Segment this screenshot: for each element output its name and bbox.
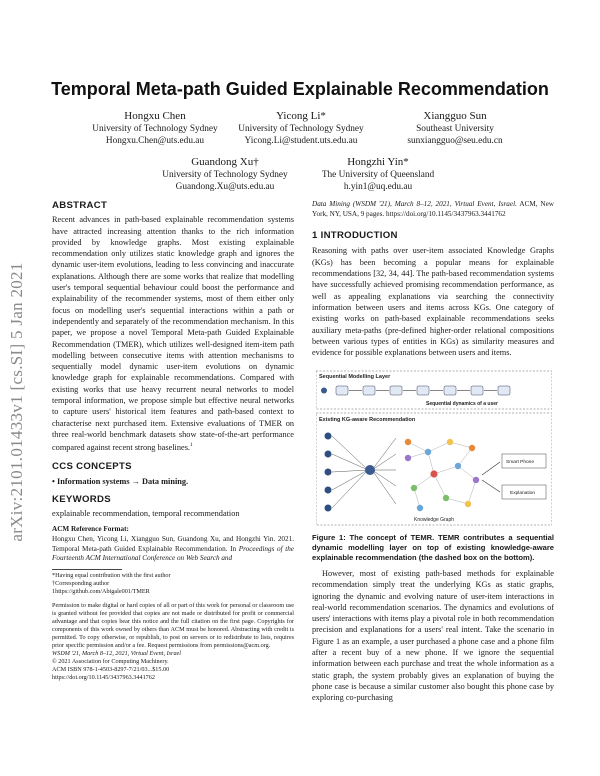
- acm-ref-heading: ACM Reference Format:: [52, 525, 129, 534]
- output-boxes: [482, 454, 546, 499]
- author-affiliation: The University of Queensland: [321, 170, 435, 180]
- right-column: [312, 200, 554, 358]
- figure-caption: Figure 1: The concept of TEMR. TEMR contributes a sequential dynamic modelling layer on top of existing knowledge-aware explainable recommendation (the dashed box on the bottom).: [312, 533, 554, 563]
- permission-block: [52, 602, 294, 682]
- copyright-line: © 2021 Association for Computing Machinery.: [52, 657, 169, 665]
- sequence-items: [321, 386, 510, 395]
- smart-phone-label: Smart Phone: [506, 460, 534, 465]
- footnotes: [52, 572, 294, 596]
- kg-label: Knowledge Graph: [414, 517, 455, 523]
- ccs-heading: CCS CONCEPTS: [52, 461, 132, 473]
- author-email: Yicong.Li@student.uts.edu.au: [244, 136, 358, 147]
- keywords-heading: KEYWORDS: [52, 493, 111, 505]
- author-email: Hongxu.Chen@uts.edu.au: [105, 136, 205, 147]
- reference-continuation: Data Mining (WSDM '21), March 8–12, 2021, Virtual Event, Israel. ACM, New York, NY, USA, 9 pages. https://doi.org/10.1145/3437963.3441762: [312, 200, 554, 218]
- keywords-text: explainable recommendation, temporal recommendation: [52, 509, 240, 519]
- abstract-heading: ABSTRACT: [52, 200, 108, 211]
- author-name: Guandong Xu†: [191, 156, 259, 168]
- author-4: [140, 155, 310, 194]
- acm-ref-text: Hongxu Chen, Yicong Li, Xiangguo Sun, Guandong Xu, and Hongzhi Yin. 2021. Temporal Meta-path Guided Explainable Recommendation. In Proceedings of the Fourteenth ACM International Conference on Web Search and: [52, 535, 294, 563]
- isbn-line: ACM ISBN 978-1-4503-8297-7/21/03...$15.00: [52, 665, 170, 673]
- knowledge-graph: [405, 439, 479, 511]
- dynamics-label: Sequential dynamics of a user: [426, 401, 498, 407]
- author-affiliation: University of Technology Sydney: [238, 124, 364, 134]
- footnote-2: †Corresponding author: [52, 579, 110, 587]
- author-affiliation: Southeast University: [416, 124, 494, 134]
- figure-1: [316, 370, 552, 526]
- arxiv-stamp: [6, 232, 28, 572]
- target-user-node: [365, 465, 375, 475]
- explanation-label: Explanation: [510, 491, 536, 496]
- author-email: sunxiangguo@seu.edu.cn: [407, 136, 503, 147]
- footnote-3: 1https://github.com/Abigale001/TMER: [52, 587, 150, 595]
- permission-text: Permission to make digital or hard copies of all or part of this work for personal or classroom use is granted without fee provided that copies are not made or distributed for profit or commercial advantage and that copies bear this notice and the full citation on the first page. Copyrights for components of this work owned by others than ACM must be honored. Abstracting with credit is permitted. To copy otherwise, or republish, to post on servers or to redistribute to lists, requires prior specific permission and/or a fee. Request permissions from permissions@acm.org.: [52, 601, 294, 649]
- footnote-1: *Having equal contribution with the first author: [52, 571, 171, 579]
- footnote-rule: [52, 569, 122, 570]
- arxiv-id: arXiv:2101.01433v1 [cs.SI] 5 Jan 2021: [7, 262, 26, 542]
- author-email: Guandong.Xu@uts.edu.au: [175, 182, 275, 193]
- author-name: Xiangguo Sun: [423, 110, 487, 122]
- user-nodes: [325, 433, 332, 512]
- doi-line: https://doi.org/10.1145/3437963.3441762: [52, 673, 155, 681]
- author-name: Hongzhi Yin*: [347, 156, 409, 168]
- author-1: [70, 109, 240, 148]
- author-affiliation: University of Technology Sydney: [162, 170, 288, 180]
- user-edges: [332, 436, 396, 508]
- existing-label: Existing KG-aware Recommendation: [319, 417, 416, 423]
- intro-paragraph-2: However, most of existing path-based methods for explainable recommendation simply treat the underlying KGs as static graphs, ignoring the dynamic and evolving nature of user-item interactions in real-world recommendation scenarios. The dynamics and evolutions of users' interactions with items play a pivotal role in both recommendation precision and explanations for a users' real intent. Take the scenario in Figure 1 as an example, a user purchased a phone case and a phone film after a recent buy of a new phone. If we ignore the sequential information between each purchase and treat the whole information as a static graph, the system probably gives an explanation of buying the phone case is because a similar customer also bought this phone case by exploring co-purchasing: [312, 569, 554, 703]
- left-column: [52, 200, 294, 682]
- author-name: Hongxu Chen: [124, 110, 186, 122]
- conference-line: WSDM '21, March 8–12, 2021, Virtual Event, Israel: [52, 649, 182, 657]
- existing-rec-box: [316, 413, 552, 525]
- footnote-mark: 1: [190, 442, 193, 449]
- paper-title: Temporal Meta-path Guided Explainable Recommendation: [51, 79, 549, 99]
- seq-layer-label: Sequential Modelling Layer: [319, 374, 391, 380]
- abstract-body: Recent advances in path-based explainable recommendation systems have attracted increasing attention thanks to the rich information provided by knowledge graphs. Most existing explainable recommendation only utilizes static knowledge graph and ignores the dynamic user-item evolutions, leading to less convincing and inaccurate explanations. Although there are some works that realize that modelling user's temporal sequential behaviour could boost the performance and explainability of the recommender systems, most of them either only focus on modelling user's sequential interactions within a path or independently and separately of the recommendation mechanism. In this paper, we propose a novel Temporal Meta-path Guided Explainable Recommendation (TMER), which utilizes well-designed item-item path modelling between consecutive items with attention mechanisms to sequentially model dynamic user-item evolutions on dynamic knowledge graph for explainable recommendations. Compared with existing works that use heavy recurrent neural networks to model temporal information, we propose simple but effective neural networks to capture users' historical item features and path-based context to characterise next purchased item. Extensive evaluations of TMER on three real-world benchmark datasets show state-of-the-art performance compared against recent strong baselines.$^1$: [52, 215, 294, 452]
- author-email: h.yin1@uq.edu.au: [343, 182, 413, 193]
- intro-paragraph-1: Reasoning with paths over user-item associated Knowledge Graphs (KGs) has been becoming a popular means for explainable recommendations [32, 34, 44]. The path-based recommendation systems have successfully achieved promising recommendation performance, as well as appealing explanations via searching the connectivity information between users and items across KGs. One category of existing works on path-based explainable recommendations seeks auxiliary meta-paths (pre-defined higher-order relational compositions between various types of entities in KGs) as similarity measures and evidence for possible explanations between users and items.: [312, 246, 554, 358]
- ccs-text: • Information systems → Data mining.: [52, 476, 189, 486]
- author-3: [370, 109, 540, 148]
- author-5: [293, 155, 463, 194]
- author-name: Yicong Li*: [276, 110, 326, 122]
- intro-heading: 1 INTRODUCTION: [312, 230, 398, 242]
- author-2: [216, 109, 386, 148]
- author-affiliation: University of Technology Sydney: [92, 124, 218, 134]
